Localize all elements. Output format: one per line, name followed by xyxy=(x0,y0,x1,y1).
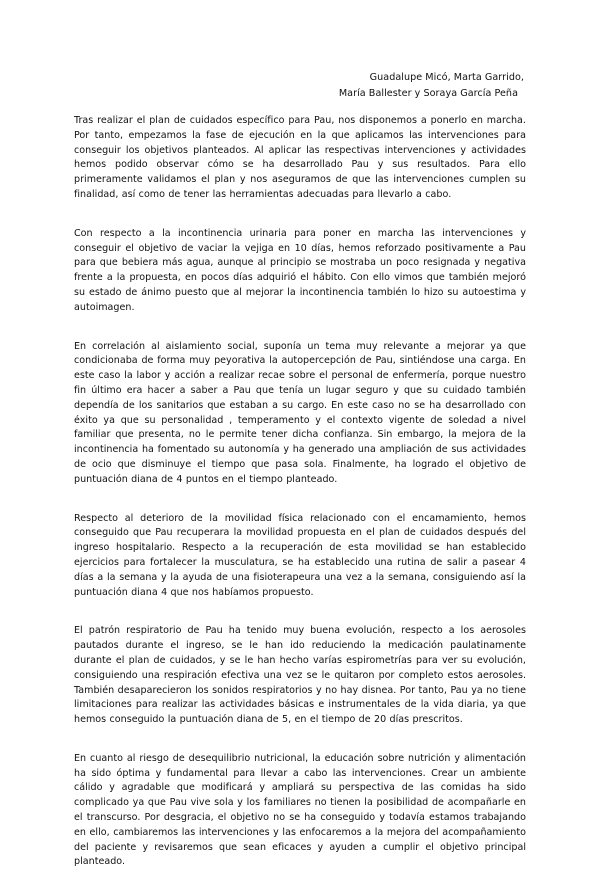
author-line-1: Guadalupe Micó, Marta Garrido, xyxy=(369,72,524,83)
author-line-2: María Ballester y Soraya García Peña xyxy=(338,88,518,99)
paragraph-nutritional-risk: En cuanto al riesgo de desequilibrio nutricional, la educación sobre nutrición y alimentación ha sido óptima y fundamental para llevar a cabo las intervenciones. Crear un ambiente cálido y agradable que modificará y ampliará su perspectiva de las comidas ha sido complicado ya que Pau vive sola y los familiares no tienen la posibilidad de acompañarle en el transcurso. Por desgracia, el objetivo no se ha conseguido y todavía estamos trabajando en ello, cambiaremos las intervenciones y las enfocaremos a la mejora del acompañamiento del paciente y revisaremos que sean eficaces y ayuden a cumplir el objetivo principal planteado. xyxy=(74,752,526,868)
paragraph-urinary-incontinence: Con respecto a la incontinencia urinaria para poner en marcha las intervenciones y conseguir el objetivo de vaciar la vejiga en 10 días, hemos reforzado positivamente a Pau para que bebiera más agua, aunque al principio se mostraba un poco resignada y negativa frente a la propuesta, en pocos días adquirió el hábito. Con ello vimos que también mejoró su estado de ánimo puesto que al mejorar la incontinencia también lo hizo su autoestima y autoimagen. xyxy=(74,227,526,313)
paragraph-social-isolation: En correlación al aislamiento social, suponía un tema muy relevante a mejorar ya que condicionaba de forma muy peyorativa la autopercepción de Pau, sintiéndose una carga. En este caso la labor y acción a realizar recae sobre el personal de enfermería, porque nuestro fin último era hacer a saber a Pau que tenía un lugar seguro y que su cuidado también dependía de los sanitarios que estaban a su cargo. En este caso no se ha desarrollado con éxito ya que su personalidad , temperamento y el contexto vigente de soledad a nivel familiar que presenta, no le permite tener dicha confianza. Sin embargo, la mejora de la incontinencia ha fomentado su autonomía y ha generado una ampliación de sus actividades de ocio que disminuye el tiempo que pasa sola. Finalmente, ha logrado el objetivo de puntuación diana de 4 puntos en el tiempo planteado. xyxy=(74,340,526,485)
paragraph-execution-intro: Tras realizar el plan de cuidados específico para Pau, nos disponemos a ponerlo en marcha. Por tanto, empezamos la fase de ejecución en la que aplicamos las intervenciones para conseguir los objetivos planteados. Al aplicar las respectivas intervenciones y actividades hemos podido observar cómo se ha desarrollado Pau y sus resultados. Para ello primeramente validamos el plan y nos aseguramos de que las intervenciones cumplen su finalidad, así como de tener las herramientas adecuadas para llevarlo a cabo. xyxy=(74,115,526,200)
author-block xyxy=(339,70,524,102)
paragraph-respiratory-pattern: El patrón respiratorio de Pau ha tenido muy buena evolución, respecto a los aerosoles pautados durante el ingreso, se le han ido reduciendo la medicación paulatinamente durante el plan de cuidados, y se le han hecho varías espirometrías para ver su evolución, consiguiendo una respiración efectiva una vez se le quitaron por completo estos aerosoles. También desaparecieron los sonidos respiratorios y no hay disnea. Por tanto, Pau ya no tiene limitaciones para realizar las actividades básicas e instrumentales de la vida diaria, ya que hemos conseguido la puntuación diana de 5, en el tiempo de 20 días prescritos. xyxy=(74,625,526,726)
paragraph-physical-mobility: Respecto al deterioro de la movilidad física relacionado con el encamamiento, hemos conseguido que Pau recuperara la movilidad propuesta en el plan de cuidados después del ingreso hospitalario. Respecto a la recuperación de esta movilidad se han establecido ejercicios para fortalecer la musculatura, se ha establecido una rutina de salir a pasear 4 días a la semana y la ayuda de una fisioterapeura una vez a la semana, consiguiendo así la puntuación diana 4 que nos habíamos propuesto. xyxy=(74,512,526,598)
document-body xyxy=(74,114,526,894)
